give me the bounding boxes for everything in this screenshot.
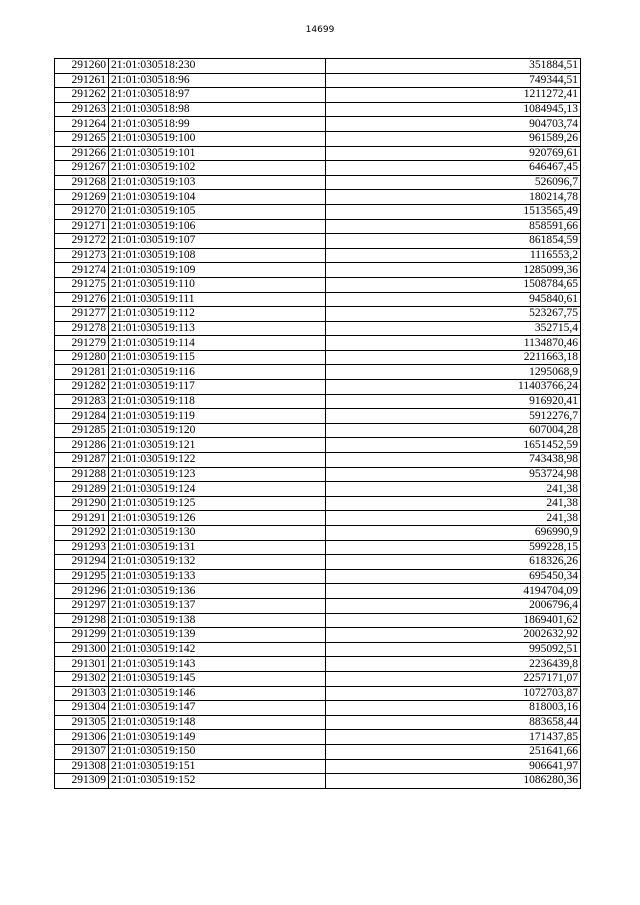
table-row	[55, 59, 581, 74]
table-row	[55, 744, 581, 759]
row-number-cell: 291268	[55, 175, 109, 190]
table-row	[55, 613, 581, 628]
table-row	[55, 350, 581, 365]
table-row	[55, 511, 581, 526]
cadastral-value-cell: 2002632,92	[326, 628, 581, 643]
row-number-cell: 291266	[55, 146, 109, 161]
cadastral-value-cell: 1086280,36	[326, 774, 581, 789]
table-row	[55, 131, 581, 146]
row-number-cell: 291264	[55, 117, 109, 132]
table-row	[55, 277, 581, 292]
row-number-cell: 291275	[55, 277, 109, 292]
cadastral-number-cell: 21:01:030519:149	[109, 730, 326, 745]
cadastral-number-cell: 21:01:030519:132	[109, 555, 326, 570]
cadastral-number-cell: 21:01:030518:97	[109, 88, 326, 103]
cadastral-value-cell: 4194704,09	[326, 584, 581, 599]
cadastral-value-cell: 11403766,24	[326, 380, 581, 395]
cadastral-value-cell: 241,38	[326, 511, 581, 526]
table-row	[55, 730, 581, 745]
table-row	[55, 248, 581, 263]
cadastral-number-cell: 21:01:030519:104	[109, 190, 326, 205]
cadastral-value-cell: 995092,51	[326, 642, 581, 657]
cadastral-value-cell: 1116553,2	[326, 248, 581, 263]
cadastral-number-cell: 21:01:030519:137	[109, 598, 326, 613]
cadastral-number-cell: 21:01:030519:124	[109, 482, 326, 497]
row-number-cell: 291272	[55, 234, 109, 249]
row-number-cell: 291302	[55, 671, 109, 686]
cadastral-value-cell: 180214,78	[326, 190, 581, 205]
cadastral-number-cell: 21:01:030519:142	[109, 642, 326, 657]
row-number-cell: 291308	[55, 759, 109, 774]
cadastral-number-cell: 21:01:030519:105	[109, 204, 326, 219]
row-number-cell: 291277	[55, 307, 109, 322]
cadastral-number-cell: 21:01:030519:107	[109, 234, 326, 249]
cadastral-value-cell: 618326,26	[326, 555, 581, 570]
table-row	[55, 453, 581, 468]
table-row	[55, 628, 581, 643]
table-row	[55, 234, 581, 249]
cadastral-value-cell: 818003,16	[326, 701, 581, 716]
row-number-cell: 291263	[55, 102, 109, 117]
table-row	[55, 175, 581, 190]
cadastral-value-cell: 646467,45	[326, 161, 581, 176]
cadastral-number-cell: 21:01:030519:125	[109, 496, 326, 511]
cadastral-number-cell: 21:01:030519:121	[109, 438, 326, 453]
cadastral-value-cell: 599228,15	[326, 540, 581, 555]
row-number-cell: 291299	[55, 628, 109, 643]
row-number-cell: 291269	[55, 190, 109, 205]
cadastral-value-cell: 1072703,87	[326, 686, 581, 701]
cadastral-value-cell: 1084945,13	[326, 102, 581, 117]
table-row	[55, 365, 581, 380]
row-number-cell: 291273	[55, 248, 109, 263]
cadastral-number-cell: 21:01:030519:123	[109, 467, 326, 482]
cadastral-value-cell: 251641,66	[326, 744, 581, 759]
table-row	[55, 423, 581, 438]
row-number-cell: 291285	[55, 423, 109, 438]
cadastral-number-cell: 21:01:030518:98	[109, 102, 326, 117]
cadastral-number-cell: 21:01:030519:113	[109, 321, 326, 336]
cadastral-value-cell: 1869401,62	[326, 613, 581, 628]
table-row	[55, 321, 581, 336]
row-number-cell: 291297	[55, 598, 109, 613]
table-row	[55, 438, 581, 453]
table-row	[55, 292, 581, 307]
table-row	[55, 380, 581, 395]
table-row	[55, 642, 581, 657]
cadastral-number-cell: 21:01:030518:99	[109, 117, 326, 132]
table-row	[55, 701, 581, 716]
cadastral-number-cell: 21:01:030519:133	[109, 569, 326, 584]
row-number-cell: 291261	[55, 73, 109, 88]
cadastral-value-cell: 241,38	[326, 482, 581, 497]
row-number-cell: 291276	[55, 292, 109, 307]
table-row	[55, 657, 581, 672]
row-number-cell: 291286	[55, 438, 109, 453]
table-row	[55, 263, 581, 278]
cadastral-number-cell: 21:01:030519:111	[109, 292, 326, 307]
cadastral-value-cell: 1295068,9	[326, 365, 581, 380]
cadastral-number-cell: 21:01:030519:131	[109, 540, 326, 555]
cadastral-number-cell: 21:01:030519:101	[109, 146, 326, 161]
cadastral-value-cell: 696990,9	[326, 526, 581, 541]
row-number-cell: 291298	[55, 613, 109, 628]
row-number-cell: 291284	[55, 409, 109, 424]
table-row	[55, 482, 581, 497]
row-number-cell: 291265	[55, 131, 109, 146]
row-number-cell: 291260	[55, 59, 109, 74]
table-row	[55, 307, 581, 322]
row-number-cell: 291304	[55, 701, 109, 716]
table-row	[55, 715, 581, 730]
registry-table-body	[55, 59, 581, 789]
cadastral-number-cell: 21:01:030519:102	[109, 161, 326, 176]
cadastral-value-cell: 2257171,07	[326, 671, 581, 686]
row-number-cell: 291274	[55, 263, 109, 278]
row-number-cell: 291283	[55, 394, 109, 409]
cadastral-number-cell: 21:01:030519:151	[109, 759, 326, 774]
cadastral-number-cell: 21:01:030518:96	[109, 73, 326, 88]
row-number-cell: 291267	[55, 161, 109, 176]
row-number-cell: 291307	[55, 744, 109, 759]
table-row	[55, 336, 581, 351]
cadastral-value-cell: 1513565,49	[326, 204, 581, 219]
cadastral-value-cell: 743438,98	[326, 453, 581, 468]
cadastral-number-cell: 21:01:030519:103	[109, 175, 326, 190]
cadastral-value-cell: 5912276,7	[326, 409, 581, 424]
cadastral-number-cell: 21:01:030519:120	[109, 423, 326, 438]
row-number-cell: 291287	[55, 453, 109, 468]
registry-table	[54, 58, 581, 789]
table-row	[55, 190, 581, 205]
table-row	[55, 774, 581, 789]
table-row	[55, 161, 581, 176]
row-number-cell: 291293	[55, 540, 109, 555]
table-row	[55, 219, 581, 234]
cadastral-value-cell: 607004,28	[326, 423, 581, 438]
table-row	[55, 555, 581, 570]
cadastral-value-cell: 749344,51	[326, 73, 581, 88]
row-number-cell: 291303	[55, 686, 109, 701]
table-row	[55, 73, 581, 88]
cadastral-number-cell: 21:01:030519:130	[109, 526, 326, 541]
cadastral-number-cell: 21:01:030519:136	[109, 584, 326, 599]
cadastral-number-cell: 21:01:030519:122	[109, 453, 326, 468]
table-row	[55, 540, 581, 555]
cadastral-value-cell: 916920,41	[326, 394, 581, 409]
cadastral-value-cell: 1211272,41	[326, 88, 581, 103]
row-number-cell: 291278	[55, 321, 109, 336]
cadastral-number-cell: 21:01:030519:112	[109, 307, 326, 322]
table-row	[55, 584, 581, 599]
cadastral-value-cell: 352715,4	[326, 321, 581, 336]
cadastral-value-cell: 904703,74	[326, 117, 581, 132]
cadastral-value-cell: 1651452,59	[326, 438, 581, 453]
cadastral-value-cell: 2006796,4	[326, 598, 581, 613]
table-row	[55, 88, 581, 103]
cadastral-value-cell: 2236439,8	[326, 657, 581, 672]
cadastral-number-cell: 21:01:030519:146	[109, 686, 326, 701]
page-number: 14699	[305, 25, 335, 35]
row-number-cell: 291270	[55, 204, 109, 219]
row-number-cell: 291294	[55, 555, 109, 570]
row-number-cell: 291282	[55, 380, 109, 395]
table-row	[55, 146, 581, 161]
table-row	[55, 496, 581, 511]
cadastral-number-cell: 21:01:030519:116	[109, 365, 326, 380]
table-row	[55, 671, 581, 686]
row-number-cell: 291290	[55, 496, 109, 511]
cadastral-value-cell: 861854,59	[326, 234, 581, 249]
cadastral-number-cell: 21:01:030519:138	[109, 613, 326, 628]
table-row	[55, 102, 581, 117]
table-row	[55, 526, 581, 541]
cadastral-number-cell: 21:01:030519:143	[109, 657, 326, 672]
row-number-cell: 291295	[55, 569, 109, 584]
cadastral-value-cell: 906641,97	[326, 759, 581, 774]
cadastral-number-cell: 21:01:030519:115	[109, 350, 326, 365]
table-row	[55, 394, 581, 409]
table-row	[55, 467, 581, 482]
row-number-cell: 291309	[55, 774, 109, 789]
cadastral-number-cell: 21:01:030519:108	[109, 248, 326, 263]
row-number-cell: 291301	[55, 657, 109, 672]
table-row	[55, 686, 581, 701]
row-number-cell: 291280	[55, 350, 109, 365]
cadastral-number-cell: 21:01:030519:114	[109, 336, 326, 351]
row-number-cell: 291262	[55, 88, 109, 103]
cadastral-value-cell: 241,38	[326, 496, 581, 511]
row-number-cell: 291306	[55, 730, 109, 745]
row-number-cell: 291281	[55, 365, 109, 380]
row-number-cell: 291288	[55, 467, 109, 482]
cadastral-value-cell: 858591,66	[326, 219, 581, 234]
row-number-cell: 291291	[55, 511, 109, 526]
row-number-cell: 291292	[55, 526, 109, 541]
table-row	[55, 409, 581, 424]
row-number-cell: 291305	[55, 715, 109, 730]
cadastral-number-cell: 21:01:030519:145	[109, 671, 326, 686]
cadastral-value-cell: 695450,34	[326, 569, 581, 584]
cadastral-value-cell: 961589,26	[326, 131, 581, 146]
row-number-cell: 291300	[55, 642, 109, 657]
cadastral-number-cell: 21:01:030519:150	[109, 744, 326, 759]
cadastral-number-cell: 21:01:030519:147	[109, 701, 326, 716]
cadastral-number-cell: 21:01:030519:148	[109, 715, 326, 730]
cadastral-number-cell: 21:01:030518:230	[109, 59, 326, 74]
cadastral-number-cell: 21:01:030519:126	[109, 511, 326, 526]
cadastral-value-cell: 171437,85	[326, 730, 581, 745]
table-row	[55, 759, 581, 774]
row-number-cell: 291279	[55, 336, 109, 351]
cadastral-value-cell: 1285099,36	[326, 263, 581, 278]
cadastral-value-cell: 526096,7	[326, 175, 581, 190]
row-number-cell: 291296	[55, 584, 109, 599]
cadastral-value-cell: 945840,61	[326, 292, 581, 307]
cadastral-value-cell: 920769,61	[326, 146, 581, 161]
cadastral-value-cell: 953724,98	[326, 467, 581, 482]
cadastral-number-cell: 21:01:030519:119	[109, 409, 326, 424]
cadastral-number-cell: 21:01:030519:110	[109, 277, 326, 292]
cadastral-number-cell: 21:01:030519:109	[109, 263, 326, 278]
cadastral-number-cell: 21:01:030519:118	[109, 394, 326, 409]
cadastral-number-cell: 21:01:030519:106	[109, 219, 326, 234]
cadastral-value-cell: 351884,51	[326, 59, 581, 74]
cadastral-value-cell: 1508784,65	[326, 277, 581, 292]
cadastral-value-cell: 883658,44	[326, 715, 581, 730]
cadastral-number-cell: 21:01:030519:100	[109, 131, 326, 146]
cadastral-value-cell: 2211663,18	[326, 350, 581, 365]
row-number-cell: 291271	[55, 219, 109, 234]
cadastral-value-cell: 1134870,46	[326, 336, 581, 351]
table-row	[55, 117, 581, 132]
cadastral-value-cell: 523267,75	[326, 307, 581, 322]
cadastral-number-cell: 21:01:030519:117	[109, 380, 326, 395]
cadastral-number-cell: 21:01:030519:152	[109, 774, 326, 789]
table-row	[55, 598, 581, 613]
table-row	[55, 204, 581, 219]
cadastral-number-cell: 21:01:030519:139	[109, 628, 326, 643]
table-row	[55, 569, 581, 584]
row-number-cell: 291289	[55, 482, 109, 497]
